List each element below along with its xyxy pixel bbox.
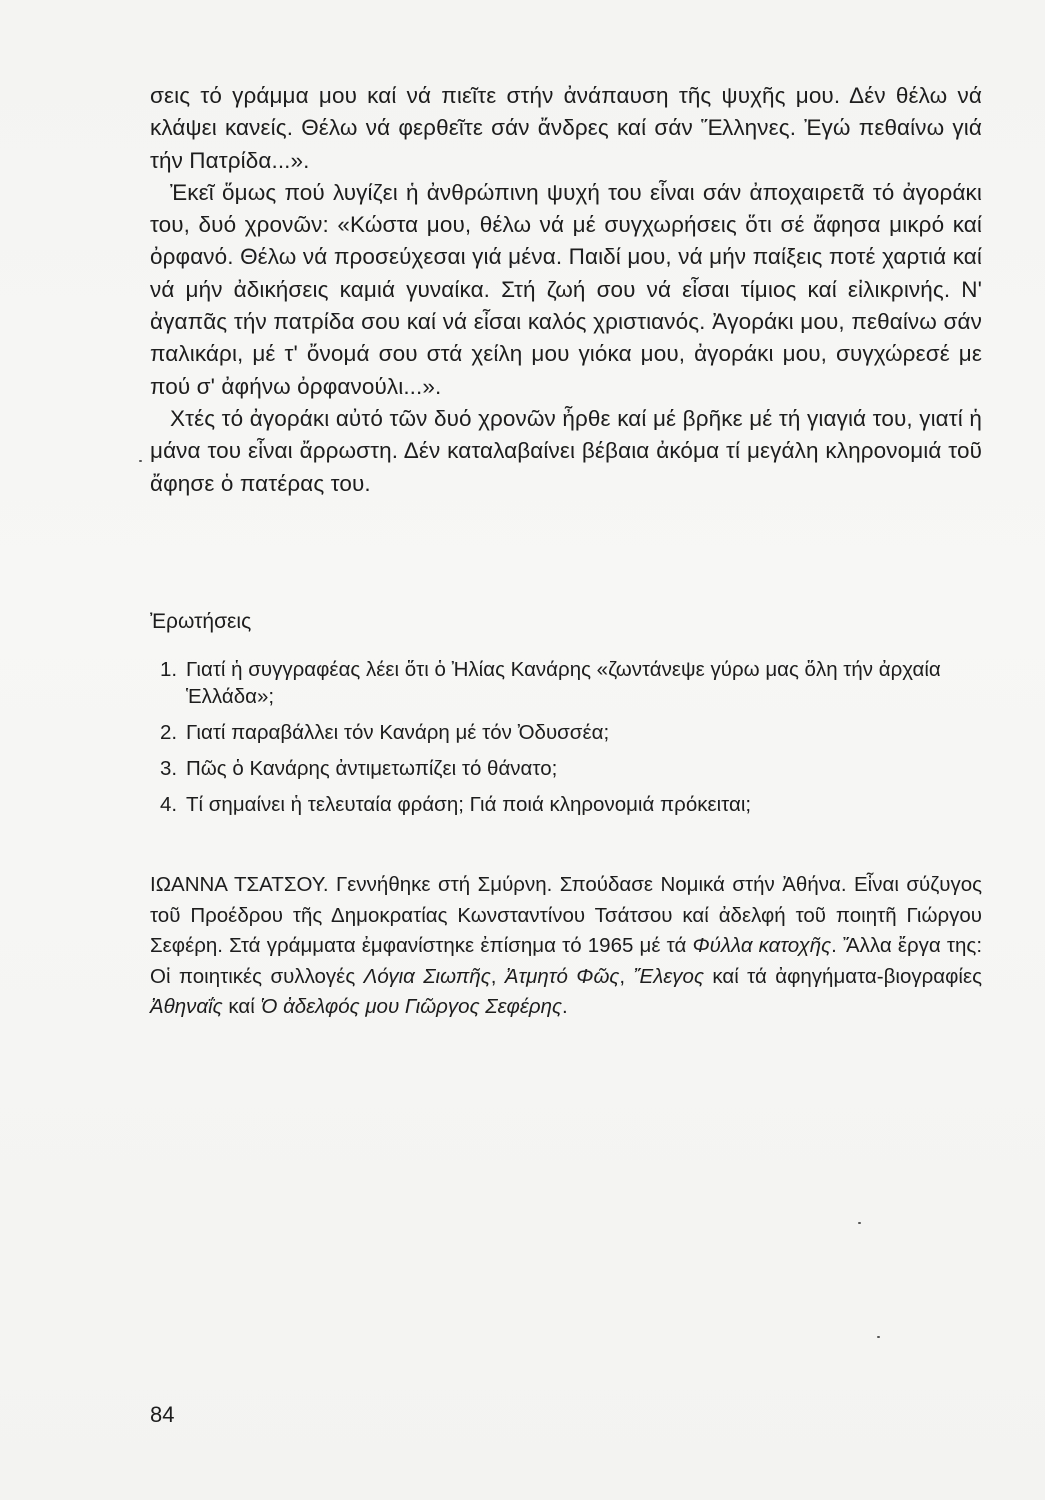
bio-text: . [562,995,568,1018]
question-item [160,656,980,710]
question-text: Γιατί παραβάλλει τόν Κανάρη μέ τόν Ὀδυσσέα; [186,721,610,744]
bio-text: . Ἄλλα ἔργα της: Οἱ ποιητικές συλλογές [150,934,983,988]
question-item [160,719,980,746]
work-title: Ἀτμητό Φῶς [504,964,620,988]
paragraph-closing: Χτές τό ἀγοράκι αὐτό τῶν δυό χρονῶν ἦρθε καί μέ βρῆκε μέ τή γιαγιά του, γιατί ἡ μάνα του εἶναι ἄρρωστη. Δέν καταλαβαίνει βέβαια ἀκόμα τί μεγάλη κληρονομιά τοῦ ἄφησε ὁ πατέρας του. [150,405,982,496]
work-title: Φύλλα κατοχῆς [692,934,832,957]
page-number: 84 [150,1402,175,1427]
question-number: 3. [160,757,178,780]
bio-text: , [619,964,634,988]
question-number: 2. [160,721,178,744]
question-item [160,755,980,782]
work-title: Ἀθηναΐς [150,995,223,1018]
paragraph-farewell-son: Ἐκεῖ ὅμως πού λυγίζει ἡ ἀνθρώπινη ψυχή του εἶναι σάν ἀποχαιρετᾶ τό ἀγοράκι του, δυό χρονῶν: «Κώστα μου, θέλω νά μέ συγχωρήσεις ὅτι σέ ἄφησα μικρό καί ὀρφανό. Θέλω νά προσεύχεσαι γιά μένα. Παιδί μου, νά μήν παίξεις ποτέ χαρτιά καί νά μήν ἀδικήσεις καμιά γυναίκα. Στή ζωή σου νά εἶσαι τίμιος καί εἰλικρινής. Ν' ἀγαπᾶς τήν πατρίδα σου καί νά εἶσαι καλός χριστιανός. Ἀγοράκι μου, πεθαίνω σάν παλικάρι, μέ τ' ὄνομά σου στά χείλη μου γιόκα μου, ἀγοράκι μου, συγχώρεσέ με πού σ' ἀφήνω ὀρφανούλι...». [150,179,982,399]
question-number: 1. [160,658,178,681]
paragraph-letter-end: σεις τό γράμμα μου καί νά πιεῖτε στήν ἀνάπαυση τῆς ψυχῆς μου. Δέν θέλω νά κλάψει κανείς. Θέλω νά φερθεῖτε σάν ἄνδρες καί σάν Ἕλληνες. Ἐγώ πεθαίνω γιά τήν Πατρίδα...». [150,83,982,173]
question-text: Γιατί ἡ συγγραφέας λέει ὅτι ὁ Ἠλίας Κανάρης «ζωντάνεψε γύρω μας ὅλη τήν ἀρχαία Ἑλλάδα»; [186,658,941,708]
bio-text: καί [222,995,261,1018]
question-text: Πῶς ὁ Κανάρης ἀντιμετωπίζει τό θάνατο; [186,757,558,780]
questions-list [160,656,980,827]
print-speck [139,460,142,462]
author-biography [150,870,982,1023]
work-title: Λόγια Σιωπῆς [363,964,491,988]
bio-text: , [490,964,505,988]
work-title: Ὁ ἀδελφός μου Γιῶργος Σεφέρης [260,995,563,1018]
bio-text: ΙΩΑΝΝΑ ΤΣΑΤΣΟΥ. Γεννήθηκε στή Σμύρνη. Σπούδασε Νομικά στήν Ἀθήνα. Εἶναι σύζυγος τοῦ Προέδρου τῆς Δημοκρατίας Κωνσταντίνου Τσάτσου καί ἀδελφή τοῦ ποιητῆ Γιώργου Σεφέρη. Στά γράμματα ἐμφανίστηκε ἐπίσημα τό 1965 μέ τά [150,873,982,957]
questions-heading: Ἐρωτήσεις [150,610,252,633]
work-title: Ἔλεγος [633,964,704,988]
print-speck [858,1222,861,1224]
bio-text: καί τά ἀφηγήματα-βιογραφίες [703,964,982,988]
question-text: Τί σημαίνει ἡ τελευταία φράση; Γιά ποιά κληρονομιά πρόκειται; [186,793,752,816]
main-text [150,80,982,500]
question-item [160,791,980,818]
question-number: 4. [160,793,178,816]
print-speck [877,1336,880,1338]
